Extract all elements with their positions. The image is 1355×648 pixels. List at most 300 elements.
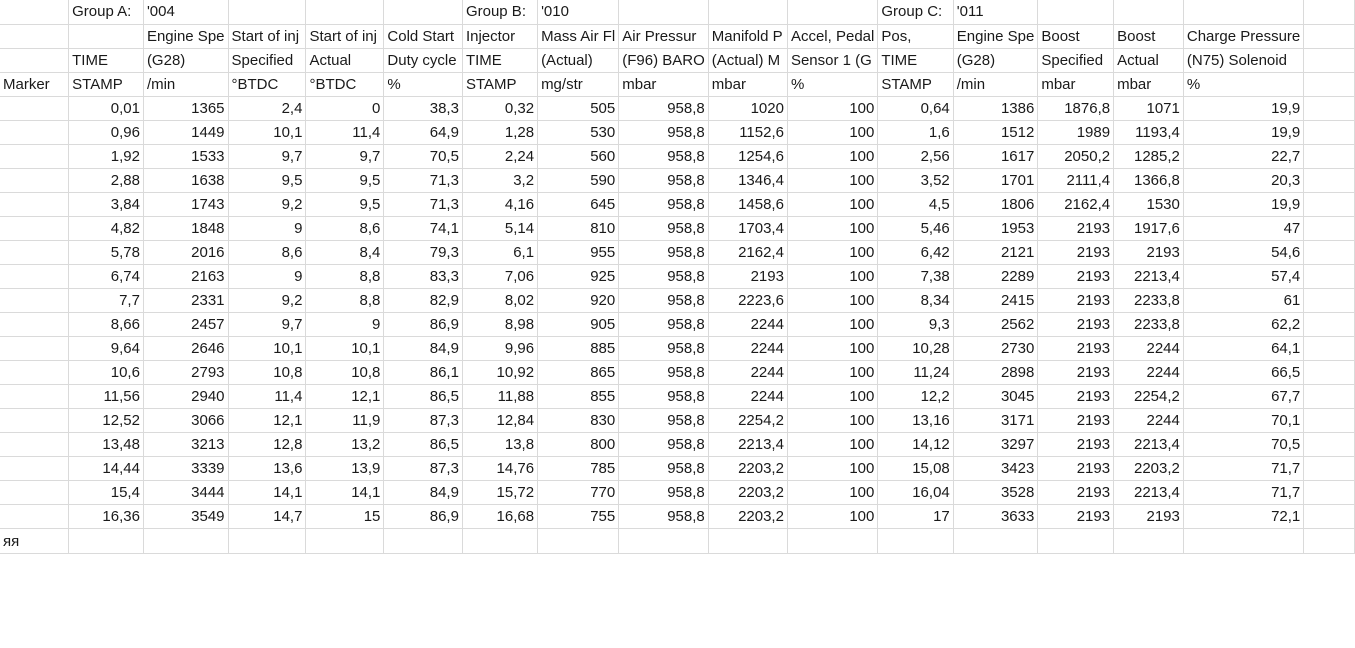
cell[interactable]: % [787,73,877,97]
cell[interactable]: 100 [787,121,877,145]
cell[interactable]: 1458,6 [708,193,787,217]
cell[interactable]: 2162,4 [1038,193,1114,217]
cell[interactable]: Actual [306,49,384,73]
cell[interactable]: 1876,8 [1038,97,1114,121]
cell[interactable]: Specified [228,49,306,73]
cell[interactable] [0,217,69,241]
cell[interactable]: 100 [787,265,877,289]
cell[interactable]: 9,5 [306,193,384,217]
cell[interactable]: 100 [787,169,877,193]
cell[interactable]: 2730 [953,337,1038,361]
cell[interactable]: 2193 [1038,217,1114,241]
cell[interactable]: STAMP [462,73,537,97]
cell[interactable]: 2111,4 [1038,169,1114,193]
cell[interactable]: 9 [228,265,306,289]
cell[interactable]: Actual [1114,49,1184,73]
cell[interactable] [1304,313,1355,337]
cell[interactable]: STAMP [69,73,144,97]
cell[interactable]: 71,3 [384,193,463,217]
cell[interactable]: 71,7 [1183,457,1303,481]
cell[interactable]: 16,36 [69,505,144,529]
cell[interactable]: 67,7 [1183,385,1303,409]
cell[interactable]: '011 [953,0,1038,25]
cell[interactable]: 505 [538,97,619,121]
cell[interactable]: 2254,2 [708,409,787,433]
cell[interactable]: 10,8 [228,361,306,385]
cell[interactable]: 10,1 [306,337,384,361]
cell[interactable]: 11,88 [462,385,537,409]
cell[interactable]: 2203,2 [708,457,787,481]
cell[interactable]: 2203,2 [1114,457,1184,481]
cell[interactable]: 958,8 [619,265,709,289]
cell[interactable] [1304,0,1355,25]
cell[interactable]: 0 [306,97,384,121]
cell[interactable]: 6,74 [69,265,144,289]
cell[interactable]: 1703,4 [708,217,787,241]
cell[interactable]: 2203,2 [708,481,787,505]
cell[interactable]: 3066 [143,409,228,433]
cell[interactable] [306,529,384,554]
cell[interactable]: 3549 [143,505,228,529]
cell[interactable]: 3339 [143,457,228,481]
cell[interactable]: /min [953,73,1038,97]
cell[interactable] [1304,25,1355,49]
cell[interactable]: Boost [1114,25,1184,49]
cell[interactable]: 905 [538,313,619,337]
cell[interactable]: 1953 [953,217,1038,241]
cell[interactable]: Air Pressur [619,25,709,49]
cell[interactable]: 14,44 [69,457,144,481]
cell[interactable]: Accel, Pedal [787,25,877,49]
cell[interactable] [69,529,144,554]
cell[interactable]: 10,1 [228,337,306,361]
cell[interactable]: 1449 [143,121,228,145]
cell[interactable]: 1020 [708,97,787,121]
cell[interactable]: 958,8 [619,217,709,241]
cell[interactable]: Engine Spe [143,25,228,49]
cell[interactable]: 1,92 [69,145,144,169]
cell[interactable]: 87,3 [384,409,463,433]
cell[interactable]: 958,8 [619,409,709,433]
cell[interactable] [1304,361,1355,385]
cell[interactable] [708,0,787,25]
cell[interactable]: 3444 [143,481,228,505]
cell[interactable]: 7,06 [462,265,537,289]
cell[interactable]: 72,1 [1183,505,1303,529]
cell[interactable] [1304,49,1355,73]
cell[interactable]: 3,52 [878,169,953,193]
cell[interactable] [0,337,69,361]
cell[interactable]: 12,8 [228,433,306,457]
cell[interactable]: 2193 [1114,505,1184,529]
cell[interactable]: Mass Air Fl [538,25,619,49]
cell[interactable]: 1701 [953,169,1038,193]
cell[interactable] [0,313,69,337]
cell[interactable] [1304,337,1355,361]
cell[interactable]: 14,76 [462,457,537,481]
cell[interactable]: 9,7 [228,145,306,169]
cell[interactable]: 2,88 [69,169,144,193]
cell[interactable]: 1848 [143,217,228,241]
cell[interactable]: 9,64 [69,337,144,361]
cell[interactable]: 0,96 [69,121,144,145]
cell[interactable] [384,529,463,554]
cell[interactable]: Sensor 1 (G [787,49,877,73]
cell[interactable]: 70,5 [384,145,463,169]
cell[interactable]: 2193 [1114,241,1184,265]
cell[interactable]: 10,1 [228,121,306,145]
cell[interactable]: Charge Pressure [1183,25,1303,49]
cell[interactable]: 6,42 [878,241,953,265]
cell[interactable]: 12,84 [462,409,537,433]
cell[interactable]: 64,1 [1183,337,1303,361]
cell[interactable]: 9,5 [306,169,384,193]
cell[interactable]: 84,9 [384,481,463,505]
cell[interactable] [1304,433,1355,457]
cell[interactable] [0,481,69,505]
cell[interactable]: 958,8 [619,481,709,505]
cell[interactable]: 2940 [143,385,228,409]
cell[interactable]: 2213,4 [1114,265,1184,289]
cell[interactable] [0,49,69,73]
cell[interactable]: 1530 [1114,193,1184,217]
cell[interactable]: 2244 [708,337,787,361]
cell[interactable]: 64,9 [384,121,463,145]
cell[interactable]: 958,8 [619,121,709,145]
cell[interactable]: 71,7 [1183,481,1303,505]
cell[interactable]: 1346,4 [708,169,787,193]
cell[interactable]: 1512 [953,121,1038,145]
cell[interactable]: 13,6 [228,457,306,481]
cell[interactable] [1183,0,1303,25]
cell[interactable]: 2,24 [462,145,537,169]
cell[interactable]: 5,78 [69,241,144,265]
cell[interactable]: 958,8 [619,457,709,481]
cell[interactable]: 2244 [708,385,787,409]
cell[interactable] [306,0,384,25]
cell[interactable]: Duty cycle [384,49,463,73]
cell[interactable]: 3633 [953,505,1038,529]
cell[interactable]: 2203,2 [708,505,787,529]
cell[interactable]: 2193 [1038,337,1114,361]
cell[interactable]: 5,14 [462,217,537,241]
cell[interactable]: 755 [538,505,619,529]
cell[interactable]: Group C: [878,0,953,25]
cell[interactable]: 958,8 [619,145,709,169]
cell[interactable]: 1365 [143,97,228,121]
cell[interactable]: 74,1 [384,217,463,241]
cell[interactable] [1304,385,1355,409]
cell[interactable]: 14,7 [228,505,306,529]
cell[interactable]: 1989 [1038,121,1114,145]
cell[interactable]: Manifold P [708,25,787,49]
cell[interactable]: 14,1 [228,481,306,505]
cell[interactable]: 2193 [708,265,787,289]
cell[interactable]: TIME [878,49,953,73]
cell[interactable]: 2457 [143,313,228,337]
cell[interactable]: 13,2 [306,433,384,457]
cell[interactable]: 2233,8 [1114,289,1184,313]
cell[interactable]: mbar [1038,73,1114,97]
cell[interactable]: 100 [787,217,877,241]
cell[interactable]: 86,9 [384,505,463,529]
cell[interactable]: 71,3 [384,169,463,193]
cell[interactable] [1304,193,1355,217]
cell[interactable]: 8,6 [306,217,384,241]
cell[interactable]: 2193 [1038,361,1114,385]
cell[interactable]: 1533 [143,145,228,169]
cell[interactable]: STAMP [878,73,953,97]
cell[interactable] [1304,217,1355,241]
cell[interactable]: 9 [228,217,306,241]
cell[interactable]: 5,46 [878,217,953,241]
cell[interactable]: Start of inj [306,25,384,49]
cell[interactable]: 2,56 [878,145,953,169]
cell[interactable]: 4,5 [878,193,953,217]
cell[interactable]: 100 [787,457,877,481]
cell[interactable]: 2898 [953,361,1038,385]
cell[interactable]: 830 [538,409,619,433]
cell[interactable]: 100 [787,481,877,505]
cell[interactable]: 54,6 [1183,241,1303,265]
cell[interactable]: 2289 [953,265,1038,289]
cell[interactable]: 2223,6 [708,289,787,313]
cell[interactable]: '010 [538,0,619,25]
cell[interactable]: 8,02 [462,289,537,313]
cell[interactable]: mbar [1114,73,1184,97]
cell[interactable]: 10,6 [69,361,144,385]
cell[interactable]: 100 [787,241,877,265]
cell[interactable]: Injector [462,25,537,49]
cell[interactable] [953,529,1038,554]
cell[interactable] [0,457,69,481]
cell[interactable]: 885 [538,337,619,361]
cell[interactable]: 1806 [953,193,1038,217]
cell[interactable]: 2244 [708,313,787,337]
cell[interactable] [0,0,69,25]
cell[interactable]: 1071 [1114,97,1184,121]
cell[interactable]: 15,4 [69,481,144,505]
cell[interactable]: 84,9 [384,337,463,361]
cell[interactable]: (G28) [143,49,228,73]
cell[interactable] [1304,97,1355,121]
cell[interactable]: 2213,4 [708,433,787,457]
cell[interactable]: 100 [787,433,877,457]
cell[interactable]: 100 [787,385,877,409]
cell[interactable] [1304,145,1355,169]
cell[interactable]: 810 [538,217,619,241]
cell[interactable]: TIME [462,49,537,73]
cell[interactable]: 2233,8 [1114,313,1184,337]
cell[interactable]: 12,2 [878,385,953,409]
cell[interactable]: Cold Start [384,25,463,49]
cell[interactable]: 11,4 [228,385,306,409]
cell[interactable]: 8,8 [306,265,384,289]
cell[interactable]: 1386 [953,97,1038,121]
cell[interactable]: 3423 [953,457,1038,481]
cell[interactable]: 2193 [1038,241,1114,265]
cell[interactable]: яя [0,529,69,554]
cell[interactable]: 925 [538,265,619,289]
cell[interactable]: 2193 [1038,505,1114,529]
cell[interactable]: 855 [538,385,619,409]
cell[interactable]: 86,1 [384,361,463,385]
cell[interactable]: 9,2 [228,193,306,217]
cell[interactable]: 16,68 [462,505,537,529]
cell[interactable]: 2646 [143,337,228,361]
cell[interactable] [878,529,953,554]
cell[interactable]: 865 [538,361,619,385]
cell[interactable]: 19,9 [1183,121,1303,145]
cell[interactable]: 958,8 [619,97,709,121]
cell[interactable]: 2244 [1114,409,1184,433]
cell[interactable]: 10,8 [306,361,384,385]
cell[interactable]: (N75) Solenoid [1183,49,1303,73]
cell[interactable]: 15 [306,505,384,529]
cell[interactable]: 79,3 [384,241,463,265]
cell[interactable]: 61 [1183,289,1303,313]
cell[interactable] [787,529,877,554]
cell[interactable]: 958,8 [619,385,709,409]
cell[interactable]: Marker [0,73,69,97]
cell[interactable]: % [384,73,463,97]
cell[interactable]: 86,9 [384,313,463,337]
cell[interactable]: (Actual) M [708,49,787,73]
cell[interactable]: 2121 [953,241,1038,265]
cell[interactable]: 1254,6 [708,145,787,169]
cell[interactable]: 2193 [1038,409,1114,433]
cell[interactable]: 9,7 [306,145,384,169]
cell[interactable]: 2162,4 [708,241,787,265]
cell[interactable]: 2793 [143,361,228,385]
cell[interactable]: 9,3 [878,313,953,337]
cell[interactable]: 13,16 [878,409,953,433]
cell[interactable]: 19,9 [1183,193,1303,217]
cell[interactable]: 3297 [953,433,1038,457]
cell[interactable] [1114,0,1184,25]
cell[interactable]: 6,1 [462,241,537,265]
cell[interactable]: 83,3 [384,265,463,289]
cell[interactable]: 100 [787,505,877,529]
cell[interactable]: 11,9 [306,409,384,433]
cell[interactable]: 770 [538,481,619,505]
cell[interactable] [708,529,787,554]
cell[interactable]: 2415 [953,289,1038,313]
cell[interactable] [0,169,69,193]
cell[interactable] [1304,409,1355,433]
cell[interactable] [228,0,306,25]
cell[interactable]: 958,8 [619,337,709,361]
cell[interactable]: 2193 [1038,385,1114,409]
cell[interactable]: 13,8 [462,433,537,457]
cell[interactable]: '004 [143,0,228,25]
cell[interactable]: 100 [787,337,877,361]
cell[interactable] [1304,265,1355,289]
cell[interactable]: 1638 [143,169,228,193]
cell[interactable]: Start of inj [228,25,306,49]
cell[interactable]: 12,1 [306,385,384,409]
cell[interactable]: Boost [1038,25,1114,49]
cell[interactable] [0,505,69,529]
cell[interactable]: 100 [787,97,877,121]
cell[interactable]: 15,72 [462,481,537,505]
cell[interactable]: 11,24 [878,361,953,385]
cell[interactable]: 3528 [953,481,1038,505]
cell[interactable]: 8,4 [306,241,384,265]
cell[interactable] [0,385,69,409]
cell[interactable]: 2193 [1038,313,1114,337]
cell[interactable]: 645 [538,193,619,217]
cell[interactable]: 9,7 [228,313,306,337]
cell[interactable]: 10,92 [462,361,537,385]
cell[interactable]: Group B: [462,0,537,25]
cell[interactable] [0,265,69,289]
cell[interactable]: 47 [1183,217,1303,241]
cell[interactable]: 958,8 [619,193,709,217]
cell[interactable]: 2016 [143,241,228,265]
cell[interactable]: 11,56 [69,385,144,409]
cell[interactable]: 13,9 [306,457,384,481]
cell[interactable] [1114,529,1184,554]
cell[interactable] [1304,121,1355,145]
cell[interactable] [1304,529,1355,554]
cell[interactable] [384,0,463,25]
cell[interactable]: (F96) BARO [619,49,709,73]
cell[interactable] [69,25,144,49]
cell[interactable]: 560 [538,145,619,169]
cell[interactable]: 958,8 [619,313,709,337]
cell[interactable] [0,97,69,121]
cell[interactable]: 57,4 [1183,265,1303,289]
cell[interactable]: mbar [619,73,709,97]
cell[interactable]: (G28) [953,49,1038,73]
cell[interactable]: 2244 [1114,361,1184,385]
cell[interactable]: 3045 [953,385,1038,409]
cell[interactable] [0,241,69,265]
cell[interactable]: 3213 [143,433,228,457]
cell[interactable]: 2244 [708,361,787,385]
cell[interactable]: 17 [878,505,953,529]
cell[interactable]: 8,66 [69,313,144,337]
cell[interactable] [0,433,69,457]
cell[interactable] [1304,289,1355,313]
cell[interactable] [0,409,69,433]
cell[interactable]: 86,5 [384,385,463,409]
cell[interactable]: 100 [787,145,877,169]
cell[interactable]: (Actual) [538,49,619,73]
cell[interactable]: 2213,4 [1114,481,1184,505]
cell[interactable] [0,361,69,385]
cell[interactable]: 70,5 [1183,433,1303,457]
cell[interactable]: 9,96 [462,337,537,361]
cell[interactable]: 958,8 [619,505,709,529]
cell[interactable]: 12,52 [69,409,144,433]
cell[interactable] [1183,529,1303,554]
cell[interactable] [1304,505,1355,529]
cell[interactable]: 38,3 [384,97,463,121]
cell[interactable]: 2244 [1114,337,1184,361]
cell[interactable]: 8,6 [228,241,306,265]
cell[interactable]: 955 [538,241,619,265]
cell[interactable]: 0,64 [878,97,953,121]
cell[interactable]: 2163 [143,265,228,289]
cell[interactable]: 2193 [1038,481,1114,505]
cell[interactable] [462,529,537,554]
cell[interactable]: 62,2 [1183,313,1303,337]
cell[interactable] [1304,169,1355,193]
cell[interactable]: 12,1 [228,409,306,433]
cell[interactable]: 100 [787,193,877,217]
